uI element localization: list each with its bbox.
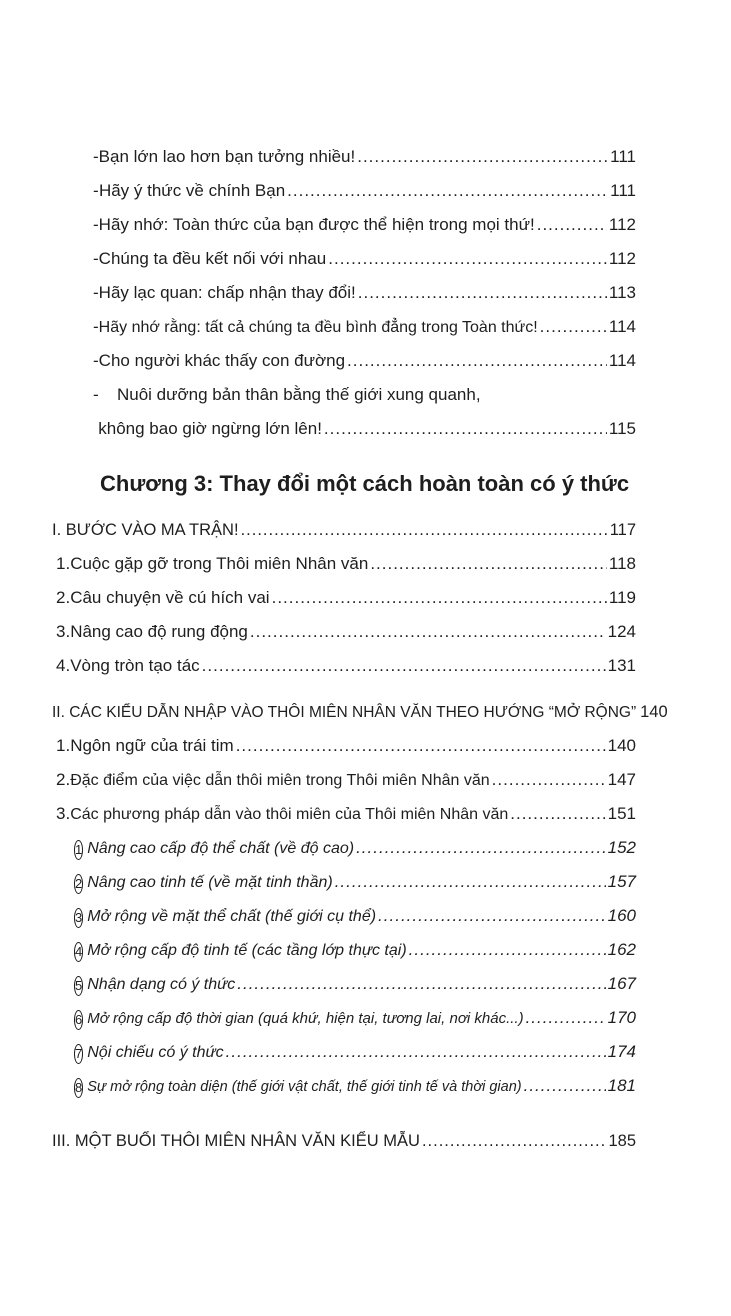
entry-title: Hãy lạc quan: chấp nhận thay đổi!	[98, 283, 356, 302]
toc-entry	[93, 418, 636, 440]
toc-entry	[93, 146, 636, 168]
entry-page-number: 167	[607, 974, 636, 993]
entry-page-number: 111	[610, 181, 636, 200]
entry-page-number: 119	[608, 588, 636, 607]
dot-leader	[328, 248, 607, 270]
dot-leader	[422, 1130, 607, 1152]
entry-title: Chúng ta đều kết nối với nhau	[98, 249, 327, 268]
circled-number: 3	[74, 908, 83, 928]
circled-number: 8	[74, 1078, 83, 1098]
toc-entry	[56, 621, 636, 643]
entry-title: Cuộc gặp gỡ trong Thôi miên Nhân văn	[70, 554, 369, 573]
circled-number: 1	[74, 840, 83, 860]
method-entry	[74, 871, 636, 894]
entry-title: Nâng cao độ rung động	[70, 622, 248, 641]
section-title: II. CÁC KIỂU DẪN NHẬP VÀO THÔI MIÊN NHÂN VĂN THEO HƯỚNG “MỞ RỘNG”	[52, 704, 637, 721]
circled-number: 2	[74, 874, 83, 894]
section-heading	[52, 519, 636, 541]
toc-entry	[56, 803, 636, 826]
entry-marker: 4.	[56, 656, 71, 675]
entry-title: Mở rộng về mặt thể chất (thế giới cụ thể)	[87, 908, 377, 925]
toc-entry	[93, 350, 636, 372]
toc-entry	[93, 282, 636, 304]
dot-leader	[510, 803, 605, 825]
dot-leader	[287, 180, 608, 202]
entry-marker: -	[93, 215, 99, 234]
entry-marker: -	[93, 317, 99, 336]
entry-page-number: 174	[607, 1042, 636, 1061]
entry-title: Cho người khác thấy con đường	[98, 351, 346, 370]
method-entry	[74, 837, 636, 860]
entry-title: Mở rộng cấp độ thời gian (quá khứ, hiện tại, tương lai, nơi khác...)	[87, 1010, 524, 1027]
entry-title: Các phương pháp dẫn vào thôi miên của Thôi miên Nhân văn	[70, 806, 509, 823]
section-title: III. MỘT BUỔI THÔI MIÊN NHÂN VĂN KIỂU MẪU	[52, 1132, 420, 1150]
dot-leader	[492, 769, 606, 791]
entry-page-number: 157	[607, 872, 636, 891]
dot-leader	[524, 1075, 606, 1097]
dot-leader	[236, 735, 606, 757]
entry-title: Đặc điểm của việc dẫn thôi miên trong Thôi miên Nhân văn	[70, 772, 490, 789]
toc-entry	[56, 769, 636, 792]
entry-page-number: 114	[608, 351, 636, 370]
entry-page-number: 147	[607, 770, 636, 789]
entry-page-number: 152	[607, 838, 636, 857]
circled-number: 5	[74, 976, 83, 996]
entry-page-number: 151	[607, 804, 636, 823]
entry-title: không bao giờ ngừng lớn lên!	[98, 419, 322, 438]
entry-marker: -	[93, 283, 99, 302]
section-heading	[52, 1130, 636, 1152]
dot-leader	[335, 871, 606, 893]
section-page-number: 117	[609, 521, 636, 539]
section-title: I. BƯỚC VÀO MA TRẬN!	[52, 521, 239, 539]
entry-page-number: 162	[607, 940, 636, 959]
entry-marker: -	[93, 385, 99, 404]
toc-entry	[93, 180, 636, 202]
method-entry	[74, 939, 636, 962]
toc-entry	[56, 655, 636, 677]
entry-marker: -	[93, 147, 99, 166]
dot-leader	[526, 1007, 606, 1029]
dot-leader	[409, 939, 606, 961]
entry-marker: 2.	[56, 588, 71, 607]
method-entry	[74, 1075, 636, 1098]
entry-title: Bạn lớn lao hơn bạn tưởng nhiều!	[98, 147, 356, 166]
toc-entry	[93, 316, 636, 339]
chapter-title: Chương 3: Thay đổi một cách hoàn toàn có ý thức	[100, 471, 630, 496]
entry-page-number: 140	[607, 736, 636, 755]
entry-title: Nhận dạng có ý thức	[87, 976, 236, 993]
entry-marker: 3.	[56, 622, 71, 641]
entry-marker: 3.	[56, 804, 71, 823]
entry-marker: -	[93, 249, 99, 268]
entry-marker: 2.	[56, 770, 71, 789]
toc-entry	[56, 735, 636, 757]
entry-title: Vòng tròn tạo tác	[70, 656, 200, 675]
circled-number: 6	[74, 1010, 83, 1030]
toc-entry	[56, 553, 636, 575]
entry-page-number: 124	[607, 622, 636, 641]
entry-title: Câu chuyện về cú hích vai	[70, 588, 270, 607]
circled-number: 4	[74, 942, 83, 962]
entry-title: Sự mở rộng toàn diện (thế giới vật chất, thế giới tinh tế và thời gian)	[87, 1079, 522, 1095]
entry-marker: -	[93, 181, 99, 200]
entry-page-number: 170	[607, 1008, 636, 1027]
dot-leader	[237, 973, 605, 995]
dot-leader	[370, 553, 607, 575]
entry-title: Mở rộng cấp độ tinh tế (các tầng lớp thực tại)	[87, 942, 407, 959]
method-entry	[74, 973, 636, 996]
entry-page-number: 160	[607, 906, 636, 925]
dot-leader	[272, 587, 607, 609]
entry-title: Nâng cao cấp độ thể chất (về độ cao)	[87, 840, 355, 857]
entry-page-number: 181	[607, 1076, 636, 1095]
entry-title: Nội chiếu có ý thức	[87, 1044, 224, 1061]
section-page-number: 140	[640, 703, 668, 721]
dot-leader	[537, 214, 607, 236]
entry-title: Hãy nhớ rằng: tất cả chúng ta đều bình đẳng trong Toàn thức!	[98, 319, 538, 336]
entry-title: Ngôn ngữ của trái tim	[70, 736, 234, 755]
circled-number: 7	[74, 1044, 83, 1064]
entry-page-number: 113	[608, 283, 636, 302]
dot-leader	[356, 837, 606, 859]
entry-page-number: 131	[607, 656, 636, 675]
toc-entry	[93, 248, 636, 270]
toc-entry	[56, 587, 636, 609]
section-page-number: 185	[608, 1132, 636, 1150]
entry-marker: 1.	[56, 554, 71, 573]
entry-title: Nuôi dưỡng bản thân bằng thế giới xung quanh,	[117, 385, 481, 404]
dot-leader	[358, 282, 607, 304]
dot-leader	[347, 350, 607, 372]
method-entry	[74, 905, 636, 928]
entry-title: Nâng cao tinh tế (về mặt tinh thần)	[87, 874, 333, 891]
dot-leader	[378, 905, 606, 927]
entry-marker: -	[93, 351, 99, 370]
entry-page-number: 111	[610, 147, 636, 166]
dot-leader	[202, 655, 606, 677]
entry-title: Hãy ý thức về chính Bạn	[98, 181, 286, 200]
dot-leader	[241, 519, 608, 541]
entry-title: Hãy nhớ: Toàn thức của bạn được thể hiện trong mọi thứ!	[98, 215, 535, 234]
entry-page-number: 118	[608, 554, 636, 573]
entry-page-number: 112	[608, 249, 636, 268]
entry-marker: 1.	[56, 736, 71, 755]
dot-leader	[250, 621, 606, 643]
method-entry	[74, 1041, 636, 1064]
dot-leader	[324, 418, 607, 440]
entry-page-number: 112	[608, 215, 636, 234]
dot-leader	[357, 146, 608, 168]
entry-page-number: 115	[608, 419, 636, 438]
toc-entry	[93, 214, 636, 236]
section-heading	[52, 701, 668, 724]
toc-entry	[93, 384, 636, 406]
method-entry	[74, 1007, 636, 1030]
dot-leader	[540, 316, 607, 338]
entry-page-number: 114	[608, 317, 636, 336]
dot-leader	[226, 1041, 606, 1063]
